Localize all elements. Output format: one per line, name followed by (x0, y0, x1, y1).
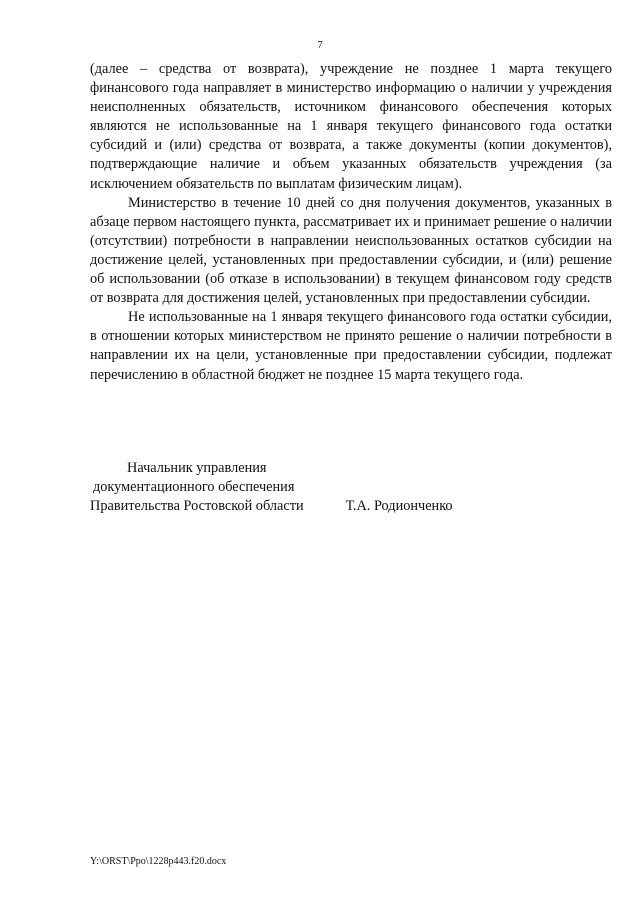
paragraph-ministry-decision: Министерство в течение 10 дней со дня получения документов, указанных в абзаце первом настоящего пункта, рассматривает их и принимает решение о наличии (отсутствии) потребности в направлении неиспользованных остатков субсидии на достижение целей, установленных при предоставлении субсидии, и (или) решение об использовании (об отказе в использовании) в текущем финансовом году средств от возврата для достижения целей, установленных при предоставлении субсидии. (90, 194, 612, 307)
paragraph-unused-balances: Не использованные на 1 января текущего финансового года остатки субсидии, в отношении которых министерством не принято решение о наличии потребности в направлении их на цели, установленные при предоставлении субсидии, подлежат перечислению в областной бюджет не позднее 15 марта текущего года. (90, 309, 612, 383)
document-body (90, 60, 612, 385)
signatory-title-line2: документационного обеспечения (93, 479, 295, 495)
signatory-title-line3: Правительства Ростовской области (90, 498, 304, 514)
paragraph-continuation: (далее – средства от возврата), учреждение не позднее 1 марта текущего финансового года направляет в министерство информацию о наличии у учреждения неисполненных обязательств, источником финансового обеспечения которых являются не использованные на 1 января текущего финансового года остатки субсидий и (или) средства от возврата, а также документы (копии документов), подтверждающие наличие и объем указанных обязательств учреждения (за исключением обязательств по выплатам физическим лицам). (90, 61, 612, 192)
signatory-name: Т.А. Родионченко (345, 498, 453, 514)
signature-block (90, 459, 590, 516)
page-number: 7 (317, 39, 323, 51)
signatory-row (90, 497, 590, 516)
file-path-footer: Y:\ORST\Ppo\1228p443.f20.docx (90, 856, 227, 867)
signatory-title-line1: Начальник управления (127, 460, 267, 476)
